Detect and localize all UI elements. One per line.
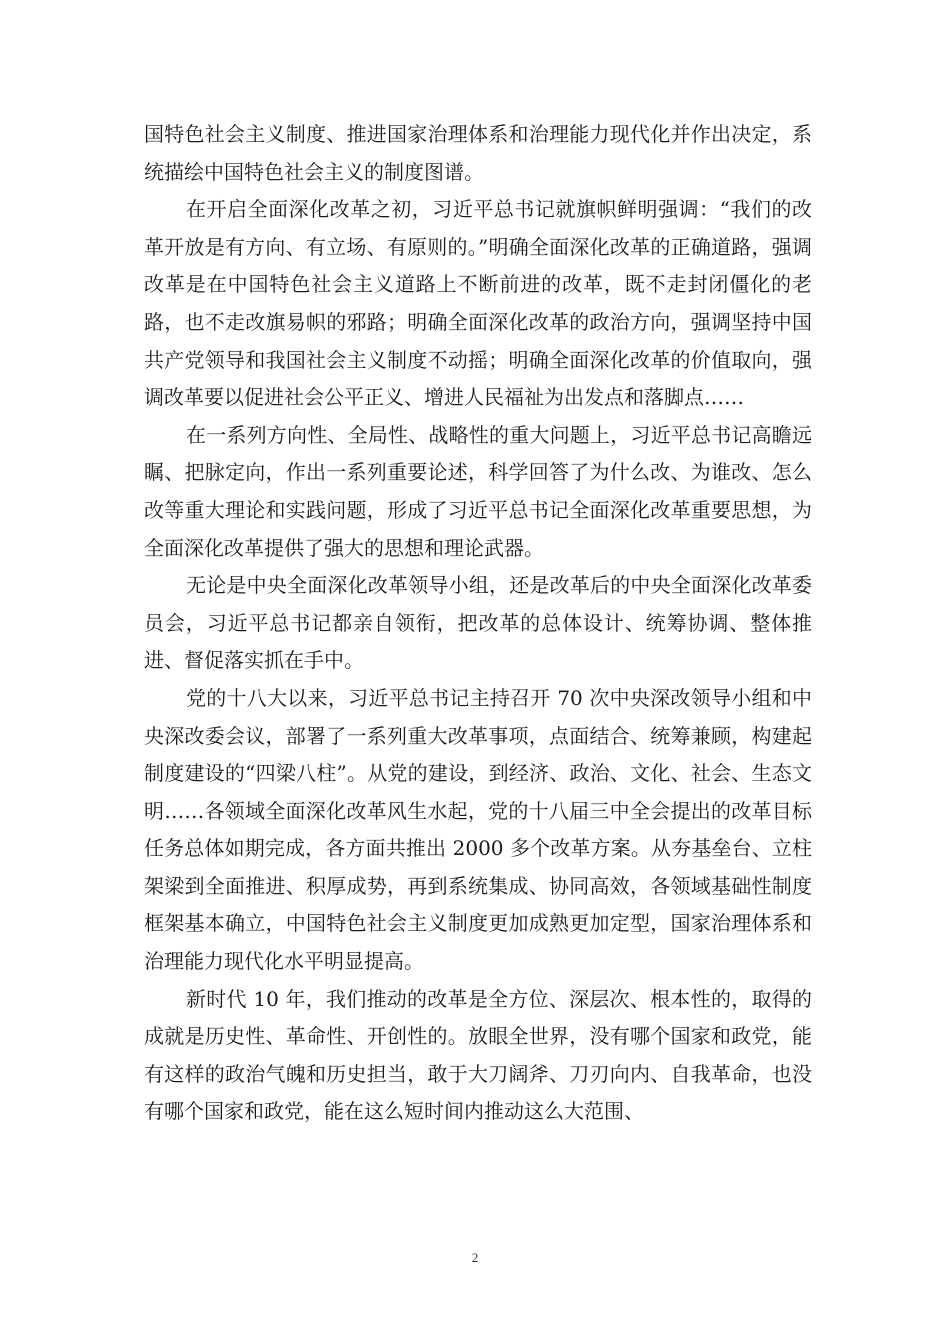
paragraph-reform-direction: 在开启全面深化改革之初，习近平总书记就旗帜鲜明强调：“我们的改革开放是有方向、有立场、有原则的。”明确全面深化改革的正确道路，强调改革是在中国特色社会主义道路上不断前进的改革，既不走封闭僵化的老路，也不走改旗易帜的邪路；明确全面深化改革的政治方向，强调坚持中国共产党领导和我国社会主义制度不动摇；明确全面深化改革的价值取向，强调改革要以促进社会公平正义、增进人民福祉为出发点和落脚点…… bbox=[144, 197, 812, 410]
page-number: 2 bbox=[471, 1250, 479, 1265]
paragraph-achievements: 党的十八大以来，习近平总书记主持召开 70 次中央深改领导小组和中央深改委会议，部署了一系列重大改革事项，点面结合、统筹兼顾，构建起制度建设的“四梁八柱”。从党的建设，到经济、政治、文化、社会、生态文明……各领域全面深化改革风生水起，党的十八届三中全会提出的改革目标任务总体如期完成，各方面共推出 2000 多个改革方案。从夯基垒台、立柱架梁到全面推进、积厚成势，再到系统集成、协同高效，各领域基础性制度框架基本确立，中国特色社会主义制度更加成熟更加定型，国家治理体系和治理能力现代化水平明显提高。 bbox=[144, 685, 812, 974]
body-text bbox=[144, 116, 812, 1131]
paragraph-continuation: 国特色社会主义制度、推进国家治理体系和治理能力现代化并作出决定，系统描绘中国特色社会主义的制度图谱。 bbox=[144, 122, 812, 184]
paragraph-strategic-issues: 在一系列方向性、全局性、战略性的重大问题上，习近平总书记高瞻远瞩、把脉定向，作出一系列重要论述，科学回答了为什么改、为谁改、怎么改等重大理论和实践问题，形成了习近平总书记全面深化改革重要思想，为全面深化改革提供了强大的思想和理论武器。 bbox=[144, 422, 812, 560]
paragraph-new-era: 新时代 10 年，我们推动的改革是全方位、深层次、根本性的，取得的成就是历史性、革命性、开创性的。放眼全世界，没有哪个国家和政党，能有这样的政治气魄和历史担当，敢于大刀阔斧、刀刃向内、自我革命，也没有哪个国家和政党，能在这么短时间内推动这么大范围、 bbox=[144, 986, 812, 1124]
paragraph-leadership: 无论是中央全面深化改革领导小组，还是改革后的中央全面深化改革委员会，习近平总书记都亲自领衔，把改革的总体设计、统筹协调、整体推进、督促落实抓在手中。 bbox=[144, 573, 812, 673]
